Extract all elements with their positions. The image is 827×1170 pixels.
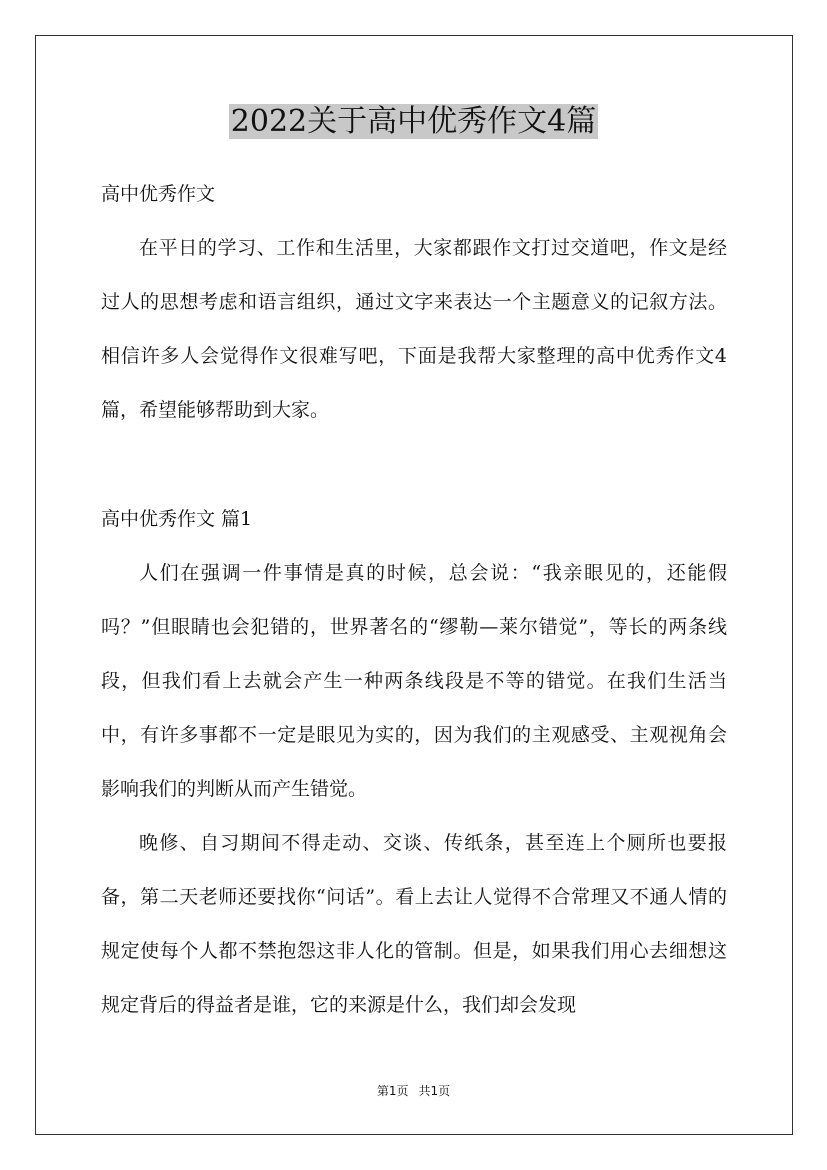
page-number: 第1页 — [376, 1084, 409, 1098]
intro-paragraph: 在平日的学习、工作和生活里，大家都跟作文打过交道吧，作文是经过人的思想考虑和语言组织，通过文字来表达一个主题意义的记叙方法。相信许多人会觉得作文很难写吧，下面是我帮大家整理的高中优秀作文4篇，希望能够帮助到大家。 — [101, 237, 727, 421]
section-heading-1: 高中优秀作文 篇1 — [101, 508, 253, 530]
section-heading-intro: 高中优秀作文 — [101, 183, 216, 205]
page-footer — [0, 1083, 827, 1099]
document-title — [0, 100, 827, 144]
section-1-paragraph-2: 晚修、自习期间不得走动、交谈、传纸条，甚至连上个厕所也要报备，第二天老师还要找你“问话”。看上去让人觉得不合常理又不通人情的规定使每个人都不禁抱怨这非人化的管制。但是，如果我们用心去细想这规定背后的得益者是谁，它的来源是什么，我们却会发现 — [101, 832, 727, 1016]
page-total: 共1页 — [418, 1084, 451, 1098]
document-title-text: 2022关于高中优秀作文4篇 — [230, 104, 597, 139]
section-1-paragraph-1: 人们在强调一件事情是真的时候，总会说：“我亲眼见的，还能假吗？”但眼睛也会犯错的，世界著名的“缪勒—莱尔错觉”，等长的两条线段，但我们看上去就会产生一种两条线段是不等的错觉。在我们生活当中，有许多事都不一定是眼见为实的，因为我们的主观感受、主观视角会影响我们的判断从而产生错觉。 — [101, 562, 727, 800]
